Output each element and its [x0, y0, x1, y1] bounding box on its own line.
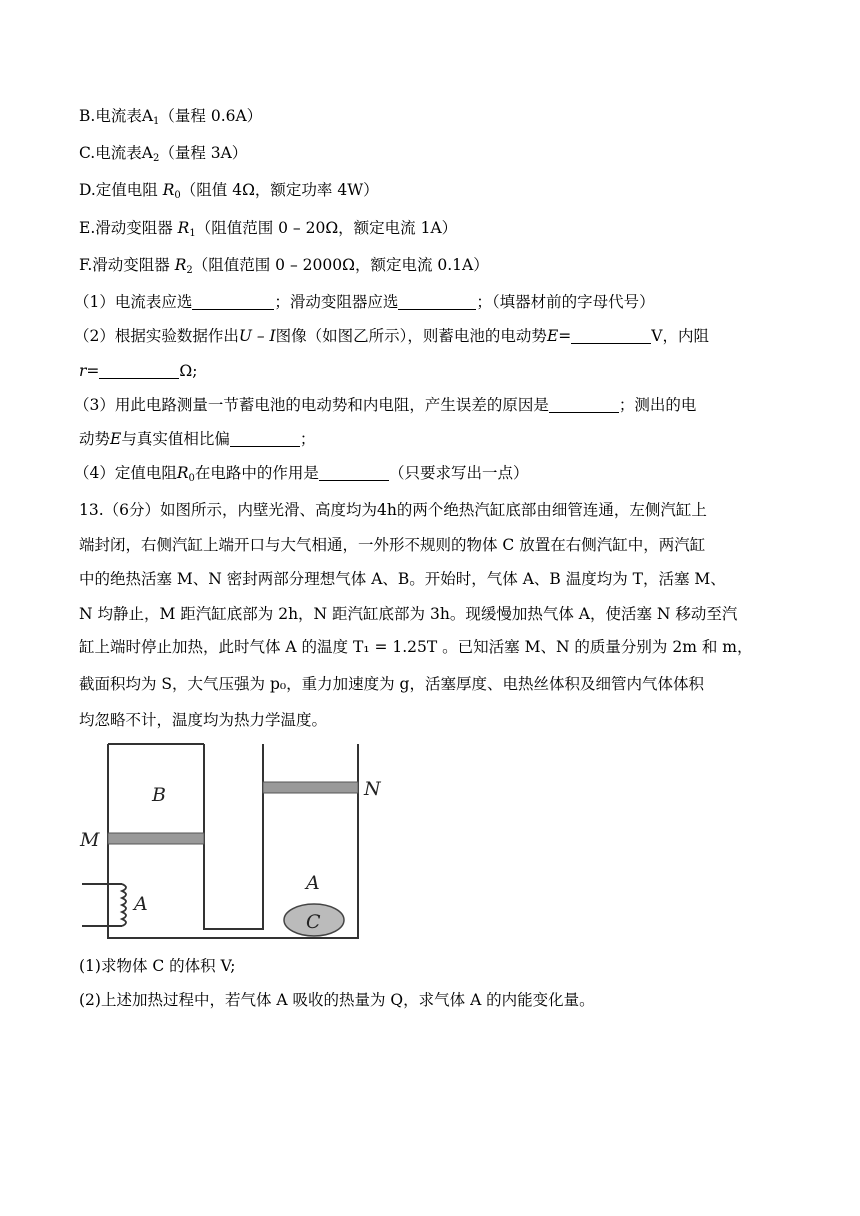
q12-part3-cont: 动势E与真实值相比偏 ；: [79, 430, 316, 448]
piston-m: [108, 833, 204, 844]
q12-part3: （3）用此电路测量一节蓄电池的电动势和内电阻，产生误差的原因是 ；测出的电: [74, 396, 697, 414]
label-n: N: [364, 778, 381, 800]
q13-line7: 均忽略不计，温度均为热力学温度。: [79, 711, 328, 729]
label-c: C: [306, 911, 321, 933]
option-b: B.电流表$A_1$（量程 0.6A）: [79, 107, 263, 127]
q12-part1: （1）电流表应选 ；滑动变阻器应选 ；（填器材前的字母代号）: [74, 293, 655, 311]
q13-line1: 13.（6分）如图所示，内壁光滑、高度均为4h的两个绝热汽缸底部由细管连通，左侧汽缸上: [79, 501, 707, 519]
label-a-right: A: [306, 872, 320, 894]
connecting-tube: [204, 744, 263, 929]
q13-line2: 端封闭，右侧汽缸上端开口与大气相通，一外形不规则的物体 C 放置在右侧汽缸中，两汽缸: [79, 536, 706, 554]
q13-line5: 缸上端时停止加热，此时气体 A 的温度 T₁ = 1.25T 。已知活塞 M、N 的质量分别为 2m 和 m，: [79, 638, 753, 656]
q12-part2: （2）根据实验数据作出U – I图像（如图乙所示），则蓄电池的电动势E= V，内阻: [74, 327, 709, 345]
label-a-left: A: [134, 893, 148, 915]
option-f: F.滑动变阻器 $R_2$（阻值范围 0 – 2000Ω，额定电流 0.1A）: [79, 256, 489, 276]
option-c: C.电流表$A_2$（量程 3A）: [79, 144, 248, 164]
q13-sub2: (2)上述加热过程中，若气体 A 吸收的热量为 Q，求气体 A 的内能变化量。: [79, 991, 595, 1009]
option-e: E.滑动变阻器 $R_1$（阻值范围 0 – 20Ω，额定电流 1A）: [79, 219, 458, 239]
answer-blank[interactable]: [571, 327, 651, 344]
option-d: D.定值电阻 $R_0$（阻值 4Ω，额定功率 4W）: [79, 181, 379, 201]
answer-blank[interactable]: [192, 293, 274, 310]
answer-blank[interactable]: [319, 464, 389, 481]
q13-line4: N 均静止，M 距汽缸底部为 2h，N 距汽缸底部为 3h。现缓慢加热气体 A，使活塞 N 移动至汽: [79, 605, 738, 623]
q12-part2-cont: r= Ω;: [79, 362, 198, 380]
answer-blank[interactable]: [99, 362, 179, 379]
heater-coil-icon: [122, 884, 126, 926]
q12-part4: （4）定值电阻$R_0$在电路中的作用是 （只要求写出一点）: [74, 464, 529, 484]
answer-blank[interactable]: [549, 396, 619, 413]
cylinder-diagram: [78, 742, 398, 947]
answer-blank[interactable]: [398, 293, 476, 310]
label-b: B: [152, 784, 166, 806]
answer-blank[interactable]: [230, 430, 300, 447]
label-m: M: [80, 829, 100, 851]
q13-sub1: (1)求物体 C 的体积 V;: [79, 957, 236, 975]
q13-line6: 截面积均为 S，大气压强为 p₀，重力加速度为 g，活塞厚度、电热丝体积及细管内气体体积: [79, 675, 704, 693]
piston-n: [263, 782, 358, 793]
q13-line3: 中的绝热活塞 M、N 密封两部分理想气体 A、B。开始时，气体 A、B 温度均为 T，活塞 M、: [79, 570, 726, 588]
